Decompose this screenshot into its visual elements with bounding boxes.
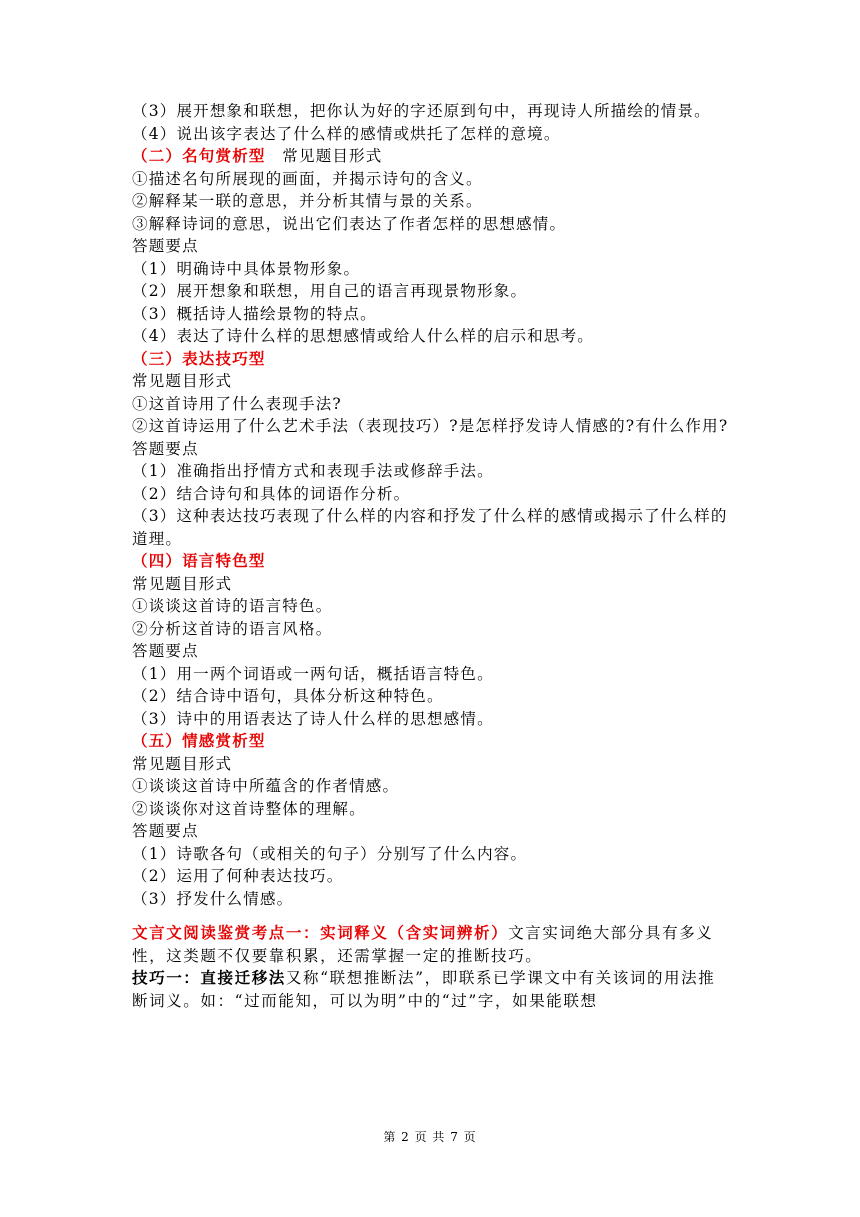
page-footer: 第 2 页 共 7 页: [383, 1130, 477, 1144]
text-line: （1）用一两个词语或一两句话，概括语言特色。: [132, 664, 494, 683]
text-line: （3）概括诗人描绘景物的特点。: [132, 304, 377, 323]
text-line: ①谈谈这首诗的语言特色。: [132, 597, 333, 615]
text-line: ①这首诗用了什么表现手法?: [132, 394, 342, 413]
text-line: （4）表达了诗什么样的思想感情或给人什么样的启示和思考。: [132, 327, 594, 345]
text-line: 常见题目形式: [132, 754, 233, 773]
section-heading-2: [132, 145, 732, 168]
text-line: ②这首诗运用了什么艺术手法（表现技巧）?是怎样抒发诗人情感的?有什么作用?: [132, 417, 729, 435]
text-line: （1）诗歌各句（或相关的句子）分别写了什么内容。: [132, 844, 528, 863]
section-heading-3: （三）表达技巧型: [132, 348, 266, 368]
section-title: （二）名句赏析型: [132, 146, 266, 165]
paragraph-technique-one: [132, 967, 732, 1012]
text-line: （3）诗中的用语表达了诗人什么样的思想感情。: [132, 709, 494, 728]
text-line: （2）结合诗中语句，具体分析这种特色。: [132, 687, 444, 705]
text-line: 常见题目形式: [132, 574, 233, 593]
text-line: （1）准确指出抒情方式和表现手法或修辞手法。: [132, 462, 494, 480]
paragraph-gap: [132, 910, 732, 922]
text-line: （4）说出该字表达了什么样的感情或烘托了怎样的意境。: [132, 124, 561, 143]
text-line: （2）展开想象和联想，用自己的语言再现景物形象。: [132, 282, 528, 300]
text-line: ②分析这首诗的语言风格。: [132, 619, 333, 638]
text-line: （1）明确诗中具体景物形象。: [132, 259, 361, 278]
text-line: 答题要点: [132, 439, 199, 458]
text-line: 常见题目形式: [132, 372, 233, 390]
text-line: （3）这种表达技巧表现了什么样的内容和抒发了什么样的感情或揭示了什么样的道理。: [132, 507, 728, 548]
text-line: （2）运用了何种表达技巧。: [132, 867, 344, 885]
text-line: （3）展开想象和联想，把你认为好的字还原到句中，再现诗人所描绘的情景。: [132, 102, 711, 120]
text-line: （2）结合诗句和具体的词语作分析。: [132, 484, 411, 503]
section-subtitle: 常见题目形式: [265, 147, 383, 165]
text-line: （3）抒发什么情感。: [132, 889, 294, 908]
text-line: 答题要点: [132, 822, 199, 840]
text-line: ②谈谈你对这首诗整体的理解。: [132, 799, 366, 818]
text-line: 答题要点: [132, 237, 199, 255]
topic-heading: 文言文阅读鉴赏考点一：实词释义（含实词辨析）: [132, 923, 509, 942]
technique-heading: 技巧一：直接迁移法: [132, 968, 286, 987]
text-line: ③解释诗词的意思，说出它们表达了作者怎样的思想感情。: [132, 214, 567, 233]
section-heading-4: （四）语言特色型: [132, 551, 266, 570]
paragraph-text: 又称“联想推断法”，即联系已学课文中有关该词的用法推断词义。如：“过而能知，可以为明”中的“过”字，如果能联想: [132, 969, 716, 1010]
text-line: ①描述名句所展现的画面，并揭示诗句的含义。: [132, 169, 483, 188]
text-line: ①谈谈这首诗中所蕴含的作者情感。: [132, 777, 400, 795]
section-heading-5: （五）情感赏析型: [132, 731, 266, 750]
paragraph-text: 文言实词绝大部分具有多义性，这类题不仅要靠积累，还需掌握一定的推断技巧。: [132, 924, 714, 965]
document-body: [132, 100, 732, 1012]
paragraph-classical-chinese: [132, 922, 732, 967]
text-line: ②解释某一联的意思，并分析其情与景的关系。: [132, 192, 483, 210]
text-line: 答题要点: [132, 642, 199, 660]
